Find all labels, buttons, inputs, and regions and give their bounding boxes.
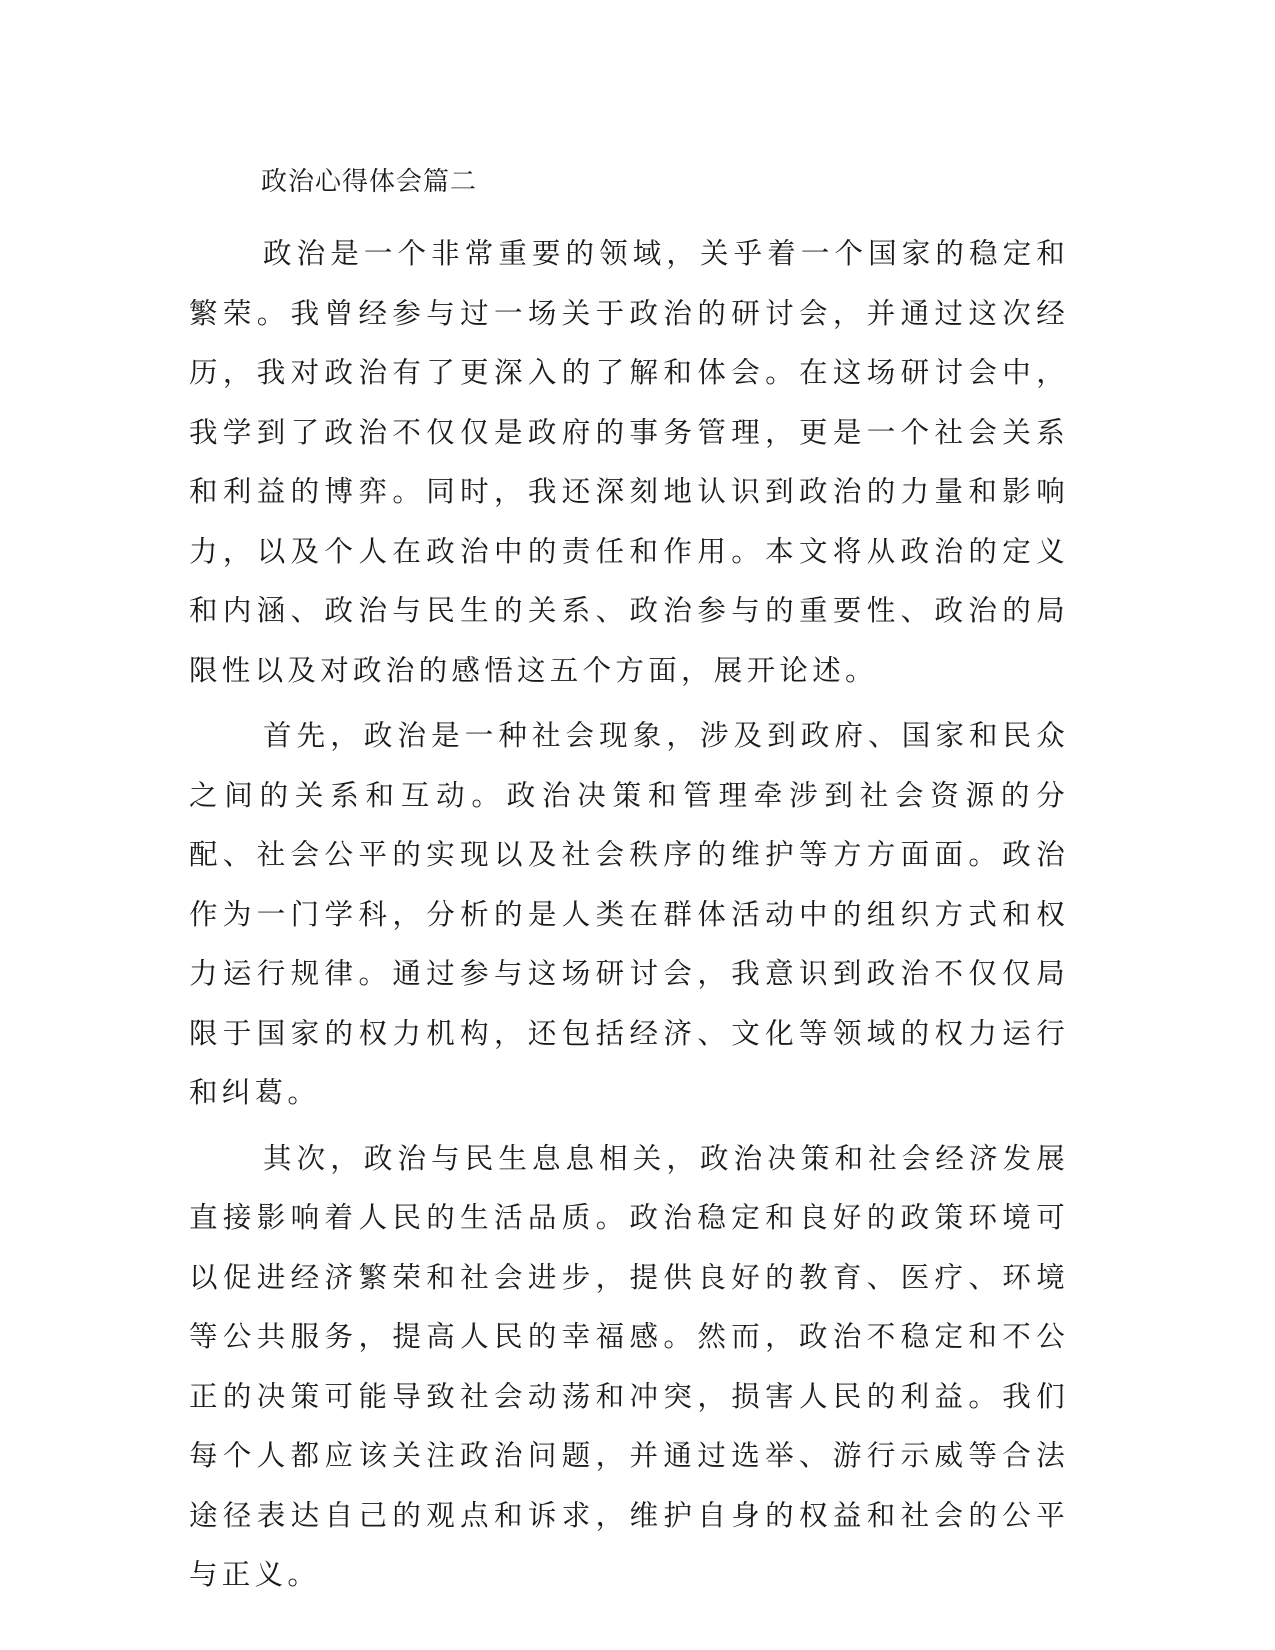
paragraph-intro: 政治是一个非常重要的领域，关乎着一个国家的稳定和繁荣。我曾经参与过一场关于政治的研讨会，并通过这次经历，我对政治有了更深入的了解和体会。在这场研讨会中，我学到了政治不仅仅是政府的事务管理，更是一个社会关系和利益的博弈。同时，我还深刻地认识到政治的力量和影响力，以及个人在政治中的责任和作用。本文将从政治的定义和内涵、政治与民生的关系、政治参与的重要性、政治的局限性以及对政治的感悟这五个方面，展开论述。 — [189, 237, 1069, 687]
paragraph-second: 其次，政治与民生息息相关，政治决策和社会经济发展直接影响着人民的生活品质。政治稳定和良好的政策环境可以促进经济繁荣和社会进步，提供良好的教育、医疗、环境等公共服务，提高人民的幸福感。然而，政治不稳定和不公正的决策可能导致社会动荡和冲突，损害人民的利益。我们每个人都应该关注政治问题，并通过选举、游行示威等合法途径表达自己的观点和诉求，维护自身的权益和社会的公平与正义。 — [189, 1141, 1069, 1591]
document-body — [189, 162, 1069, 1611]
paragraph-first: 首先，政治是一种社会现象，涉及到政府、国家和民众之间的关系和互动。政治决策和管理牵涉到社会资源的分配、社会公平的实现以及社会秩序的维护等方方面面。政治作为一门学科，分析的是人类在群体活动中的组织方式和权力运行规律。通过参与这场研讨会，我意识到政治不仅仅局限于国家的权力机构，还包括经济、文化等领域的权力运行和纠葛。 — [189, 719, 1069, 1109]
document-title: 政治心得体会篇二 — [261, 167, 478, 197]
